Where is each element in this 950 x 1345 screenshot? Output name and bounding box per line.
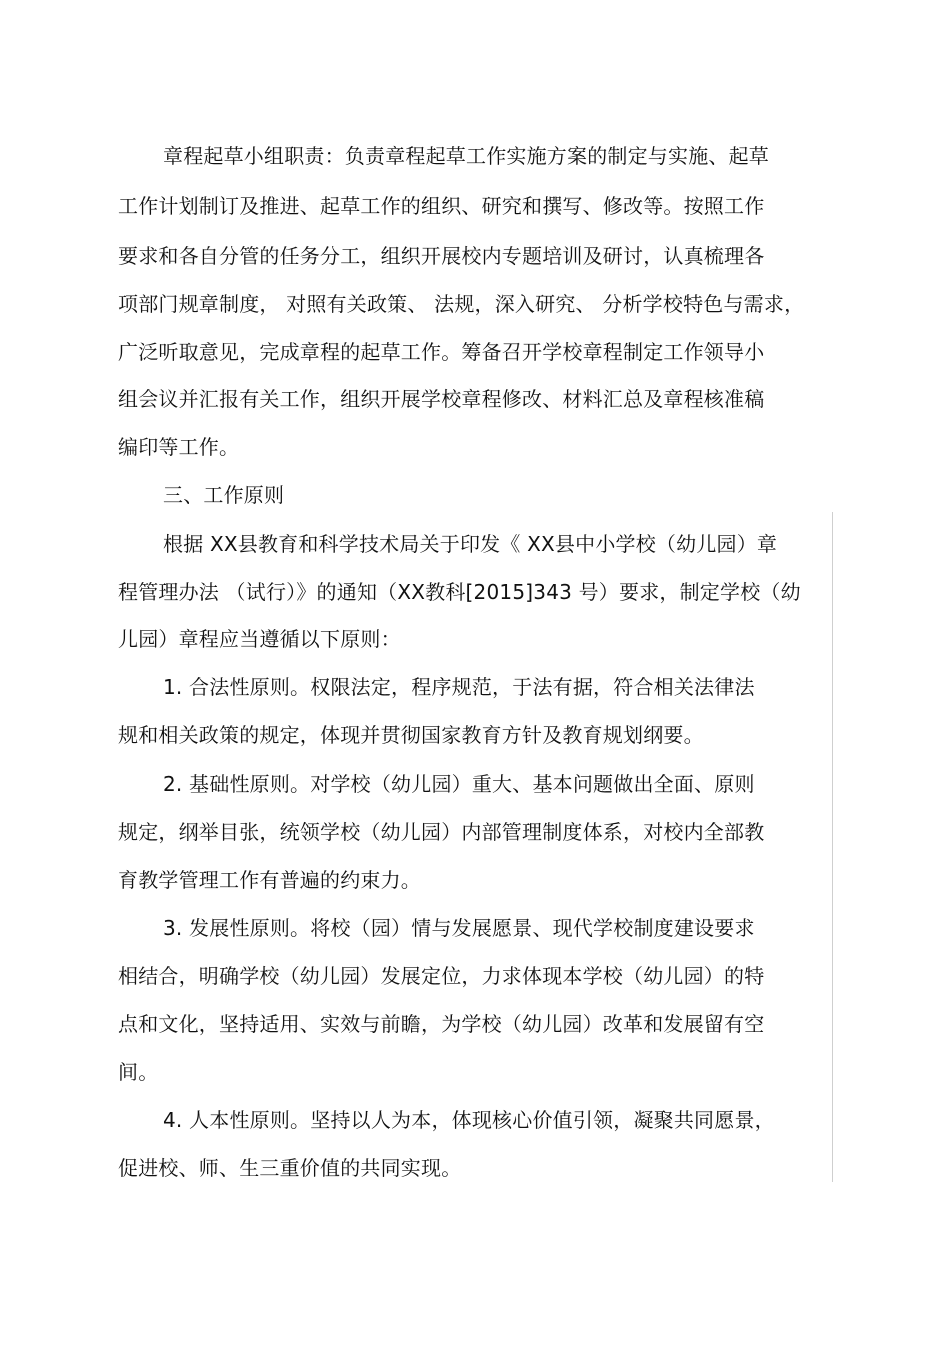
paragraph-line: 组会议并汇报有关工作，组织开展学校章程修改、材料汇总及章程核准稿 [118, 387, 765, 411]
paragraph-line: 点和文化，坚持适用、实效与前瞻，为学校（幼儿园）改革和发展留有空 [118, 1012, 765, 1036]
paragraph-line: 要求和各自分管的任务分工，组织开展校内专题培训及研讨，认真梳理各 [118, 244, 765, 268]
paragraph-line: 根据 XX县教育和科学技术局关于印发《 XX县中小学校（幼儿园）章 [163, 532, 778, 556]
paragraph-line: 广泛听取意见，完成章程的起草工作。筹备召开学校章程制定工作领导小 [118, 340, 765, 364]
margin-rule [832, 512, 833, 1182]
paragraph-line: 促进校、师、生三重价值的共同实现。 [118, 1156, 462, 1180]
paragraph-line: 程管理办法 （试行）》的通知（XX教科[2015]343 号）要求，制定学校（幼 [118, 580, 801, 604]
paragraph-line: 规定，纲举目张，统领学校（幼儿园）内部管理制度体系，对校内全部教 [118, 820, 765, 844]
paragraph-line: 编印等工作。 [118, 435, 240, 459]
paragraph-line: 育教学管理工作有普遍的约束力。 [118, 868, 421, 892]
paragraph-line: 4. 人本性原则。坚持以人为本，体现核心价值引领，凝聚共同愿景， [163, 1108, 775, 1132]
paragraph-line: 工作计划制订及推进、起草工作的组织、研究和撰写、修改等。按照工作 [118, 194, 765, 218]
paragraph-line: 2. 基础性原则。对学校（幼儿园）重大、基本问题做出全面、原则 [163, 772, 755, 796]
paragraph-line: 间。 [118, 1060, 159, 1084]
paragraph-line: 相结合，明确学校（幼儿园）发展定位，力求体现本学校（幼儿园）的特 [118, 964, 765, 988]
paragraph-line: 儿园）章程应当遵循以下原则： [118, 627, 401, 651]
paragraph-line: 项部门规章制度， 对照有关政策、 法规，深入研究、 分析学校特色与需求， [118, 292, 805, 316]
paragraph-line: 规和相关政策的规定，体现并贯彻国家教育方针及教育规划纲要。 [118, 723, 704, 747]
section-heading: 三、工作原则 [163, 483, 285, 507]
paragraph-line: 3. 发展性原则。将校（园）情与发展愿景、现代学校制度建设要求 [163, 916, 755, 940]
paragraph-line: 1. 合法性原则。权限法定，程序规范，于法有据，符合相关法律法 [163, 675, 755, 699]
paragraph-line: 章程起草小组职责：负责章程起草工作实施方案的制定与实施、起草 [163, 144, 769, 168]
